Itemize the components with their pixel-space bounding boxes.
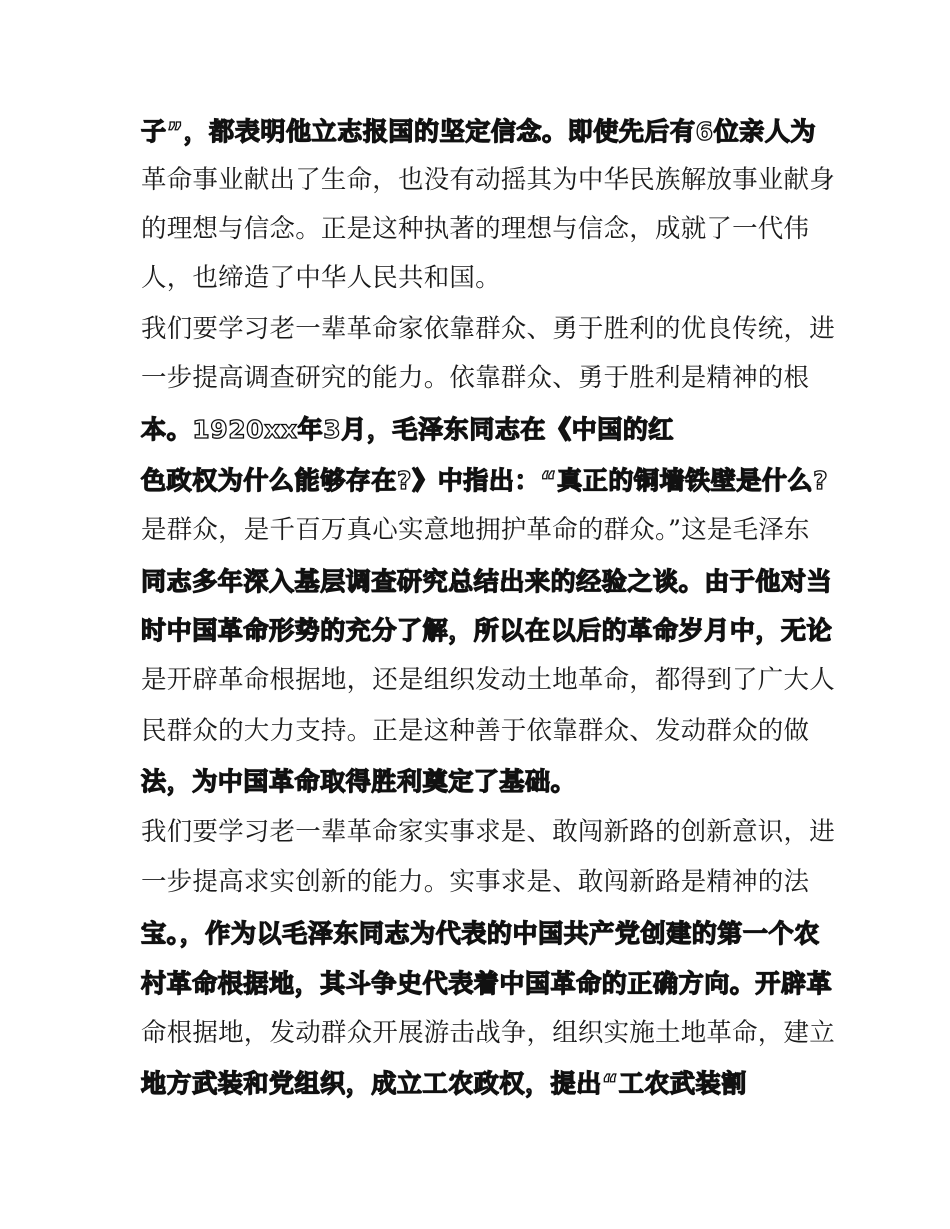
text-line-18: 村革命根据地，其斗争史代表着中国革命的正确方向。开辟革	[141, 969, 833, 998]
text-line-11: 时中国革命形势的充分了解，所以在以后的革命岁月中，无论	[141, 616, 833, 645]
text-line-5: 我们要学习老一辈革命家依靠群众、勇于胜利的优良传统，进	[141, 314, 835, 344]
text-line-16: 一步提高求实创新的能力。实事求是、敢闯新路是精神的法	[141, 867, 810, 897]
text-line-8: 色政权为什么能够存在?》中指出：“真正的铜墙铁壁是什么?	[141, 466, 829, 495]
text-line-20: 地方武装和党组织，成立工农政权，提出“工农武装割	[141, 1069, 747, 1098]
text-line-15: 我们要学习老一辈革命家实事求是、敢闯新路的创新意识，进	[141, 817, 835, 847]
text-line-7: 本。1920xx年3月，毛泽东同志在《中国的红	[141, 415, 675, 444]
text-line-4: 人，也缔造了中华人民共和国。	[141, 263, 501, 293]
text-line-10: 同志多年深入基层调查研究总结出来的经验之谈。由于他对当	[141, 567, 833, 596]
text-line-9: 是群众，是千百万真心实意地拥护革命的群众。”这是毛泽东	[141, 515, 810, 545]
text-line-13: 民群众的大力支持。正是这种善于依靠群众、发动群众的做	[141, 716, 810, 746]
text-line-3: 的理想与信念。正是这种执著的理想与信念，成就了一代伟	[141, 214, 810, 244]
text-line-14: 法，为中国革命取得胜利奠定了基础。	[141, 767, 577, 796]
text-line-12: 是开辟革命根据地，还是组织发动土地革命，都得到了广大人	[141, 665, 835, 695]
text-line-2: 革命事业献出了生命，也没有动摇其为中华民族解放事业献身	[141, 165, 835, 195]
text-line-19: 命根据地，发动群众开展游击战争，组织实施土地革命，建立	[141, 1018, 835, 1048]
text-line-6: 一步提高调查研究的能力。依靠群众、勇于胜利是精神的根	[141, 363, 810, 393]
text-line-1: 子”，都表明他立志报国的坚定信念。即使先后有6位亲人为	[141, 117, 817, 146]
text-line-17: 宝。，作为以毛泽东同志为代表的中国共产党创建的第一个农	[141, 919, 820, 948]
